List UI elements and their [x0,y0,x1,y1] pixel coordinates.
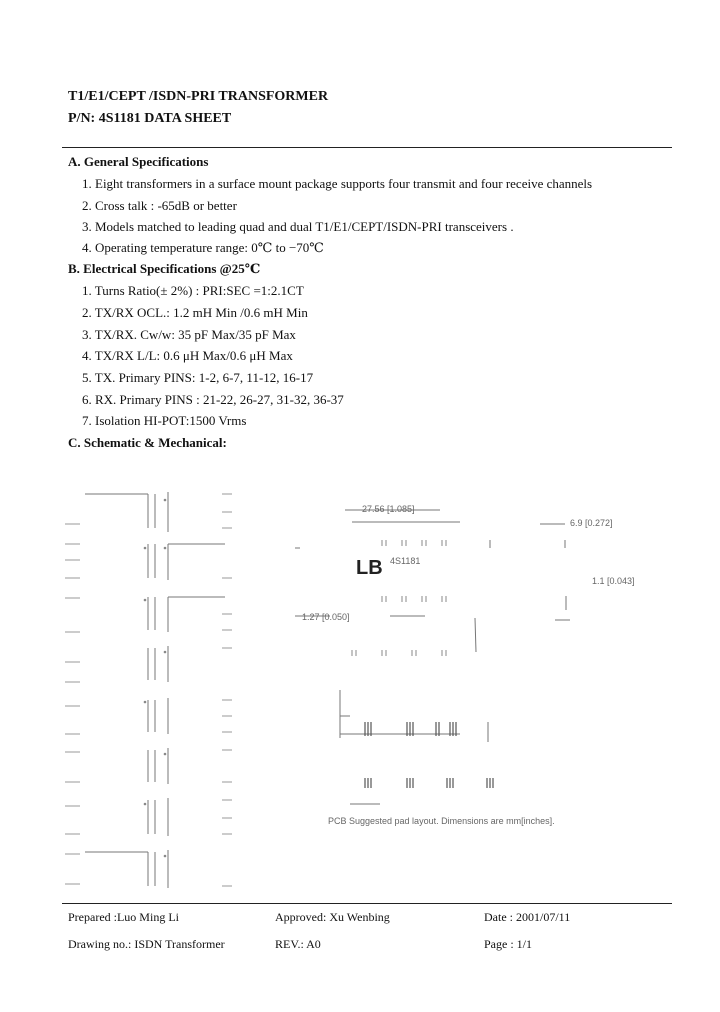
pitch-label: 1.27 [0.050] [302,612,350,622]
mechanical-outline [295,510,570,652]
prepared-by: Prepared :Luo Ming Li [68,910,179,924]
part-marking: 4S1181 [390,556,421,566]
transformer-schematic [85,492,225,888]
revision: REV.: A0 [275,937,321,951]
general-spec-2: 2. Cross talk : -65dB or better [82,198,237,213]
electrical-spec-6: 6. RX. Primary PINS : 21-22, 26-27, 31-32, 36-37 [82,392,344,407]
electrical-spec-2: 2. TX/RX OCL.: 1.2 mH Min /0.6 mH Min [82,305,308,320]
electrical-spec-5: 5. TX. Primary PINS: 1-2, 6-7, 11-12, 16-17 [82,370,314,385]
approved-by: Approved: Xu Wenbing [275,910,390,924]
electrical-spec-4: 4. TX/RX L/L: 0.6 μH Max/0.6 μH Max [82,348,293,363]
body-width-label: 6.9 [0.272] [570,518,613,528]
height-label: 1.1 [0.043] [592,576,635,586]
overall-length-label: 27.56 [1.085] [362,504,415,514]
pad-layout-note: PCB Suggested pad layout. Dimensions are mm[inches]. [328,816,555,826]
part-number: P/N: 4S1181 DATA SHEET [68,111,232,126]
document-date: Date : 2001/07/11 [484,910,571,924]
electrical-spec-3: 3. TX/RX. Cw/w: 35 pF Max/35 pF Max [82,327,296,342]
lb-logo: LB [356,557,383,579]
section-c-heading: C. Schematic & Mechanical: [68,435,227,450]
electrical-spec-7: 7. Isolation HI-POT:1500 Vrms [82,413,247,428]
pcb-pad-layout [340,690,488,804]
document-title: T1/E1/CEPT /ISDN-PRI TRANSFORMER [68,89,329,104]
footer-rule [62,903,672,904]
section-a-heading: A. General Specifications [68,154,209,169]
pcb-pad-rows [365,722,493,788]
general-spec-4: 4. Operating temperature range: 0℃ to −70℃ [82,240,324,255]
general-spec-3: 3. Models matched to leading quad and dual T1/E1/CEPT/ISDN-PRI transceivers . [82,219,514,234]
general-spec-1: 1. Eight transformers in a surface mount package supports four transmit and four receive channels [82,176,593,191]
drawing-number: Drawing no.: ISDN Transformer [68,937,225,951]
electrical-spec-1: 1. Turns Ratio(± 2%) : PRI:SEC =1:2.1CT [82,283,304,298]
section-b-heading: B. Electrical Specifications @25℃ [68,261,261,276]
page-number: Page : 1/1 [484,937,532,951]
